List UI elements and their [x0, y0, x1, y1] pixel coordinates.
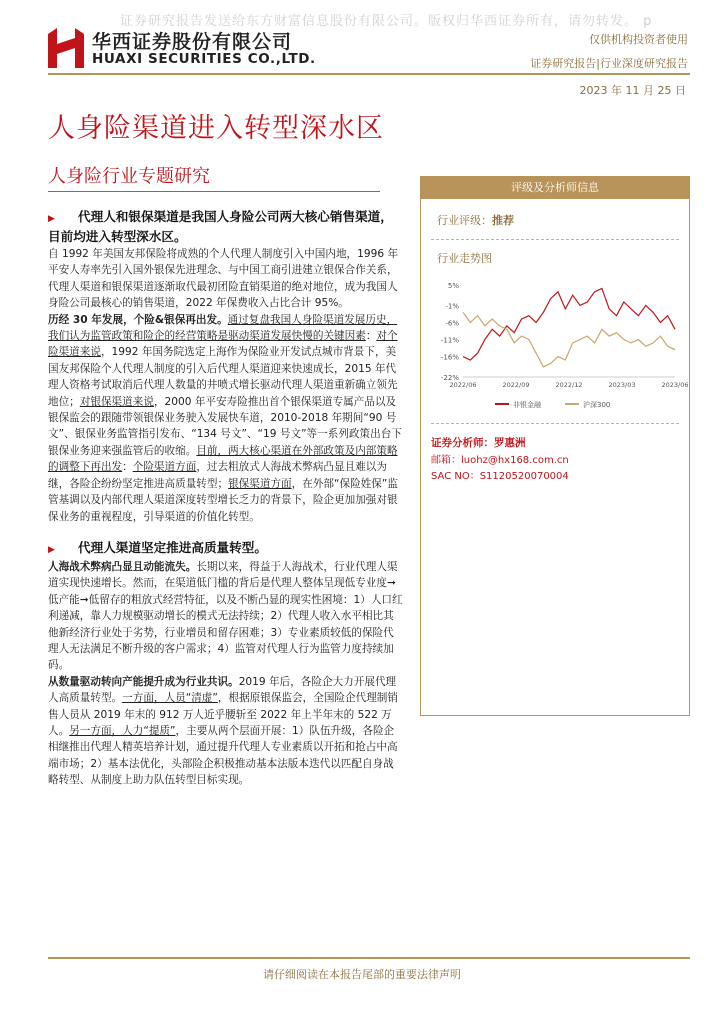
rating-label: 行业评级：: [437, 214, 492, 227]
analyst-sidebar: [420, 176, 690, 716]
x-tick-label: 2022/06: [449, 381, 477, 389]
analyst-sac-number: SAC NO：S1120520070004: [431, 471, 569, 482]
industry-trend-chart: [429, 277, 689, 417]
subtitle-divider: [48, 191, 380, 192]
series-line-1: [463, 312, 675, 367]
paragraph: [48, 559, 404, 674]
rating-value: 推荐: [492, 214, 514, 227]
lead-text: 从数量驱动转向产能提升成为行业共识。: [48, 675, 239, 688]
underlined-text: 对个险渠道来说: [48, 330, 398, 359]
x-tick-label: 2022/09: [502, 381, 530, 389]
paragraph: [48, 312, 404, 525]
underlined-text: 一方面，人员“清虚”: [122, 692, 218, 705]
body-text: ，过去粗放式人海战术弊病凸显且难以为继，各险企纷纷坚定推进高质量转型；: [48, 461, 387, 490]
underlined-text: 另一方面，人力“提质”: [69, 724, 176, 737]
underlined-text: 目前，两大核心渠道在外部政策及内部策略的调整下再出发: [48, 444, 398, 474]
bullet-triangle-icon: ▶: [48, 214, 55, 224]
body-text: ：: [365, 330, 377, 343]
body-text: 2019 年后，各险企大力开展代理人高质量转型。: [48, 675, 397, 705]
industry-rating: [437, 212, 514, 228]
x-tick-label: 2022/12: [555, 381, 583, 389]
body-text: 长期以来，得益于人海战术，行业代理人渠道实现快速增长。然而，在渠道低门槛的背后是代理人整体呈现低专业度➞低产能➞低留存的粗放式经营特征，以及不断凸显的现实性困境：1）人口红利递减，靠人力规模驱动增长的模式无法持续；2）代理人收入水平相比其他新经济行业处于劣势，行业增员和留存困难；3）专业素质较低的保险代理人无法满足不断升级的客户需求；4）监管对代理人行为监管力度持续加码。: [48, 560, 403, 672]
sidebar-divider: [431, 239, 679, 240]
y-tick-label: -16%: [440, 353, 459, 362]
legend-label: 非银金融: [513, 401, 541, 409]
y-tick-label: -11%: [440, 336, 459, 345]
body-text: ，2000 年平安寿险推出首个银保渠道专属产品以及银保监会的跟随带领银保业务驶入发展快车道，2010-2018 年期间“90 号文”、银保业务监管指引发布、“134 号文”、“19 号文”等一系列政策出台下银保业务迎来强监管后的收缩。: [48, 395, 402, 457]
investor-only-note: 仅供机构投资者使用: [589, 33, 688, 46]
y-tick-label: -22%: [440, 374, 459, 382]
section-heading: [48, 539, 404, 559]
analyst-email[interactable]: 邮箱：luohz@hx168.com.cn: [431, 455, 569, 466]
section-heading-text: 代理人渠道坚定推进高质量转型。: [78, 539, 267, 555]
y-tick-label: -1%: [445, 302, 459, 311]
underlined-text: 对银保渠道来说: [79, 395, 154, 408]
footer-divider: [48, 957, 690, 959]
section-heading: [48, 208, 404, 246]
sidebar-header: 评级及分析师信息: [421, 177, 689, 199]
body-text: ，在外部“保险姓保”监管基调以及内部代理人渠道深度转型增长乏力的背景下，险企更加加强对银保业务的重视程度，引导渠道的价值化转型。: [48, 477, 398, 523]
body-text: ：: [122, 461, 133, 474]
series-line-0: [463, 288, 675, 360]
y-tick-label: 5%: [447, 282, 459, 290]
company-name-en: HUAXI SECURITIES CO.,LTD.: [92, 51, 316, 67]
x-tick-label: 2023/03: [608, 381, 636, 389]
lead-text: 历经 30 年发展，个险&银保再出发。: [48, 313, 228, 326]
analyst-name: 证券分析师：罗惠洲: [431, 437, 526, 449]
bullet-triangle-icon: ▶: [48, 544, 55, 555]
section-heading-text: 代理人和银保渠道是我国人身险公司两大核心销售渠道，目前均进入转型深水区。: [48, 209, 393, 244]
huaxi-logo-icon: [48, 28, 84, 68]
underlined-text: 通过复盘我国人身险渠道发展历史，我们认为监管政策和险企的经营策略是驱动渠道发展快慢的关键因素: [48, 313, 398, 343]
report-subtitle: 人身险行业专题研究: [48, 166, 210, 187]
underlined-text: 银保渠道方面: [228, 477, 292, 490]
report-date: 2023 年 11 月 25 日: [579, 84, 686, 97]
y-tick-label: -6%: [445, 319, 459, 328]
sidebar-divider: [431, 423, 679, 424]
legend-label: 沪深300: [583, 401, 611, 409]
watermark: 证券研究报告发送给东方财富信息股份有限公司。版权归华西证券所有，请勿转发。 p: [120, 14, 653, 29]
report-title: 人身险渠道进入转型深水区: [48, 113, 384, 144]
lead-text: 人海战术弊病凸显且动能流失。: [48, 560, 197, 573]
header-divider: [48, 73, 690, 75]
body-text: ，根据原银保监会，全国险企代理制销售人员从 2019 年末的 912 万人近乎腰斩至 2022 年上半年末的 522 万人。: [48, 692, 398, 737]
trend-label: 行业走势图: [437, 252, 492, 265]
footer-disclaimer: 请仔细阅读在本报告尾部的重要法律声明: [263, 968, 461, 981]
paragraph: 自 1992 年美国友邦保险将成熟的个人代理人制度引入中国内地，1996 年平安人寿率先引入国外银保先进理念、与中国工商引进建立银保合作关系，代理人渠道和银保渠道逐渐取代最初团险直销渠道的绝对地位，成为我国人身险公司最核心的销售渠道，2022 年保费收入占比合计 95%。: [48, 248, 399, 310]
body-text: ，主要从两个层面开展：1）队伍升级，各险企相继推出代理人精英培养计划，通过提升代理人专业素质以开拓和抢占中高端市场；2）基本法优化，头部险企积极推动基本法版本迭代以匹配自身战略转型、从制度上助力队伍转型目标实现。: [48, 724, 398, 787]
underlined-text: 个险渠道方面: [132, 461, 197, 474]
x-tick-label: 2023/06: [661, 381, 689, 389]
body-text: ，1992 年国务院选定上海作为保险业开发试点城市背景下，美国友邦保险个人代理人制度的引入后代理人渠道迎来快速成长，2015 年代理人资格考试取消后代理人数量的井喷式增长驱动代理人渠道重新确立领先地位；: [48, 346, 398, 408]
company-name-cn: 华西证券股份有限公司: [92, 31, 293, 53]
paragraph: [48, 674, 404, 789]
main-content: [48, 208, 404, 789]
report-type: 证券研究报告|行业深度研究报告: [530, 57, 688, 70]
